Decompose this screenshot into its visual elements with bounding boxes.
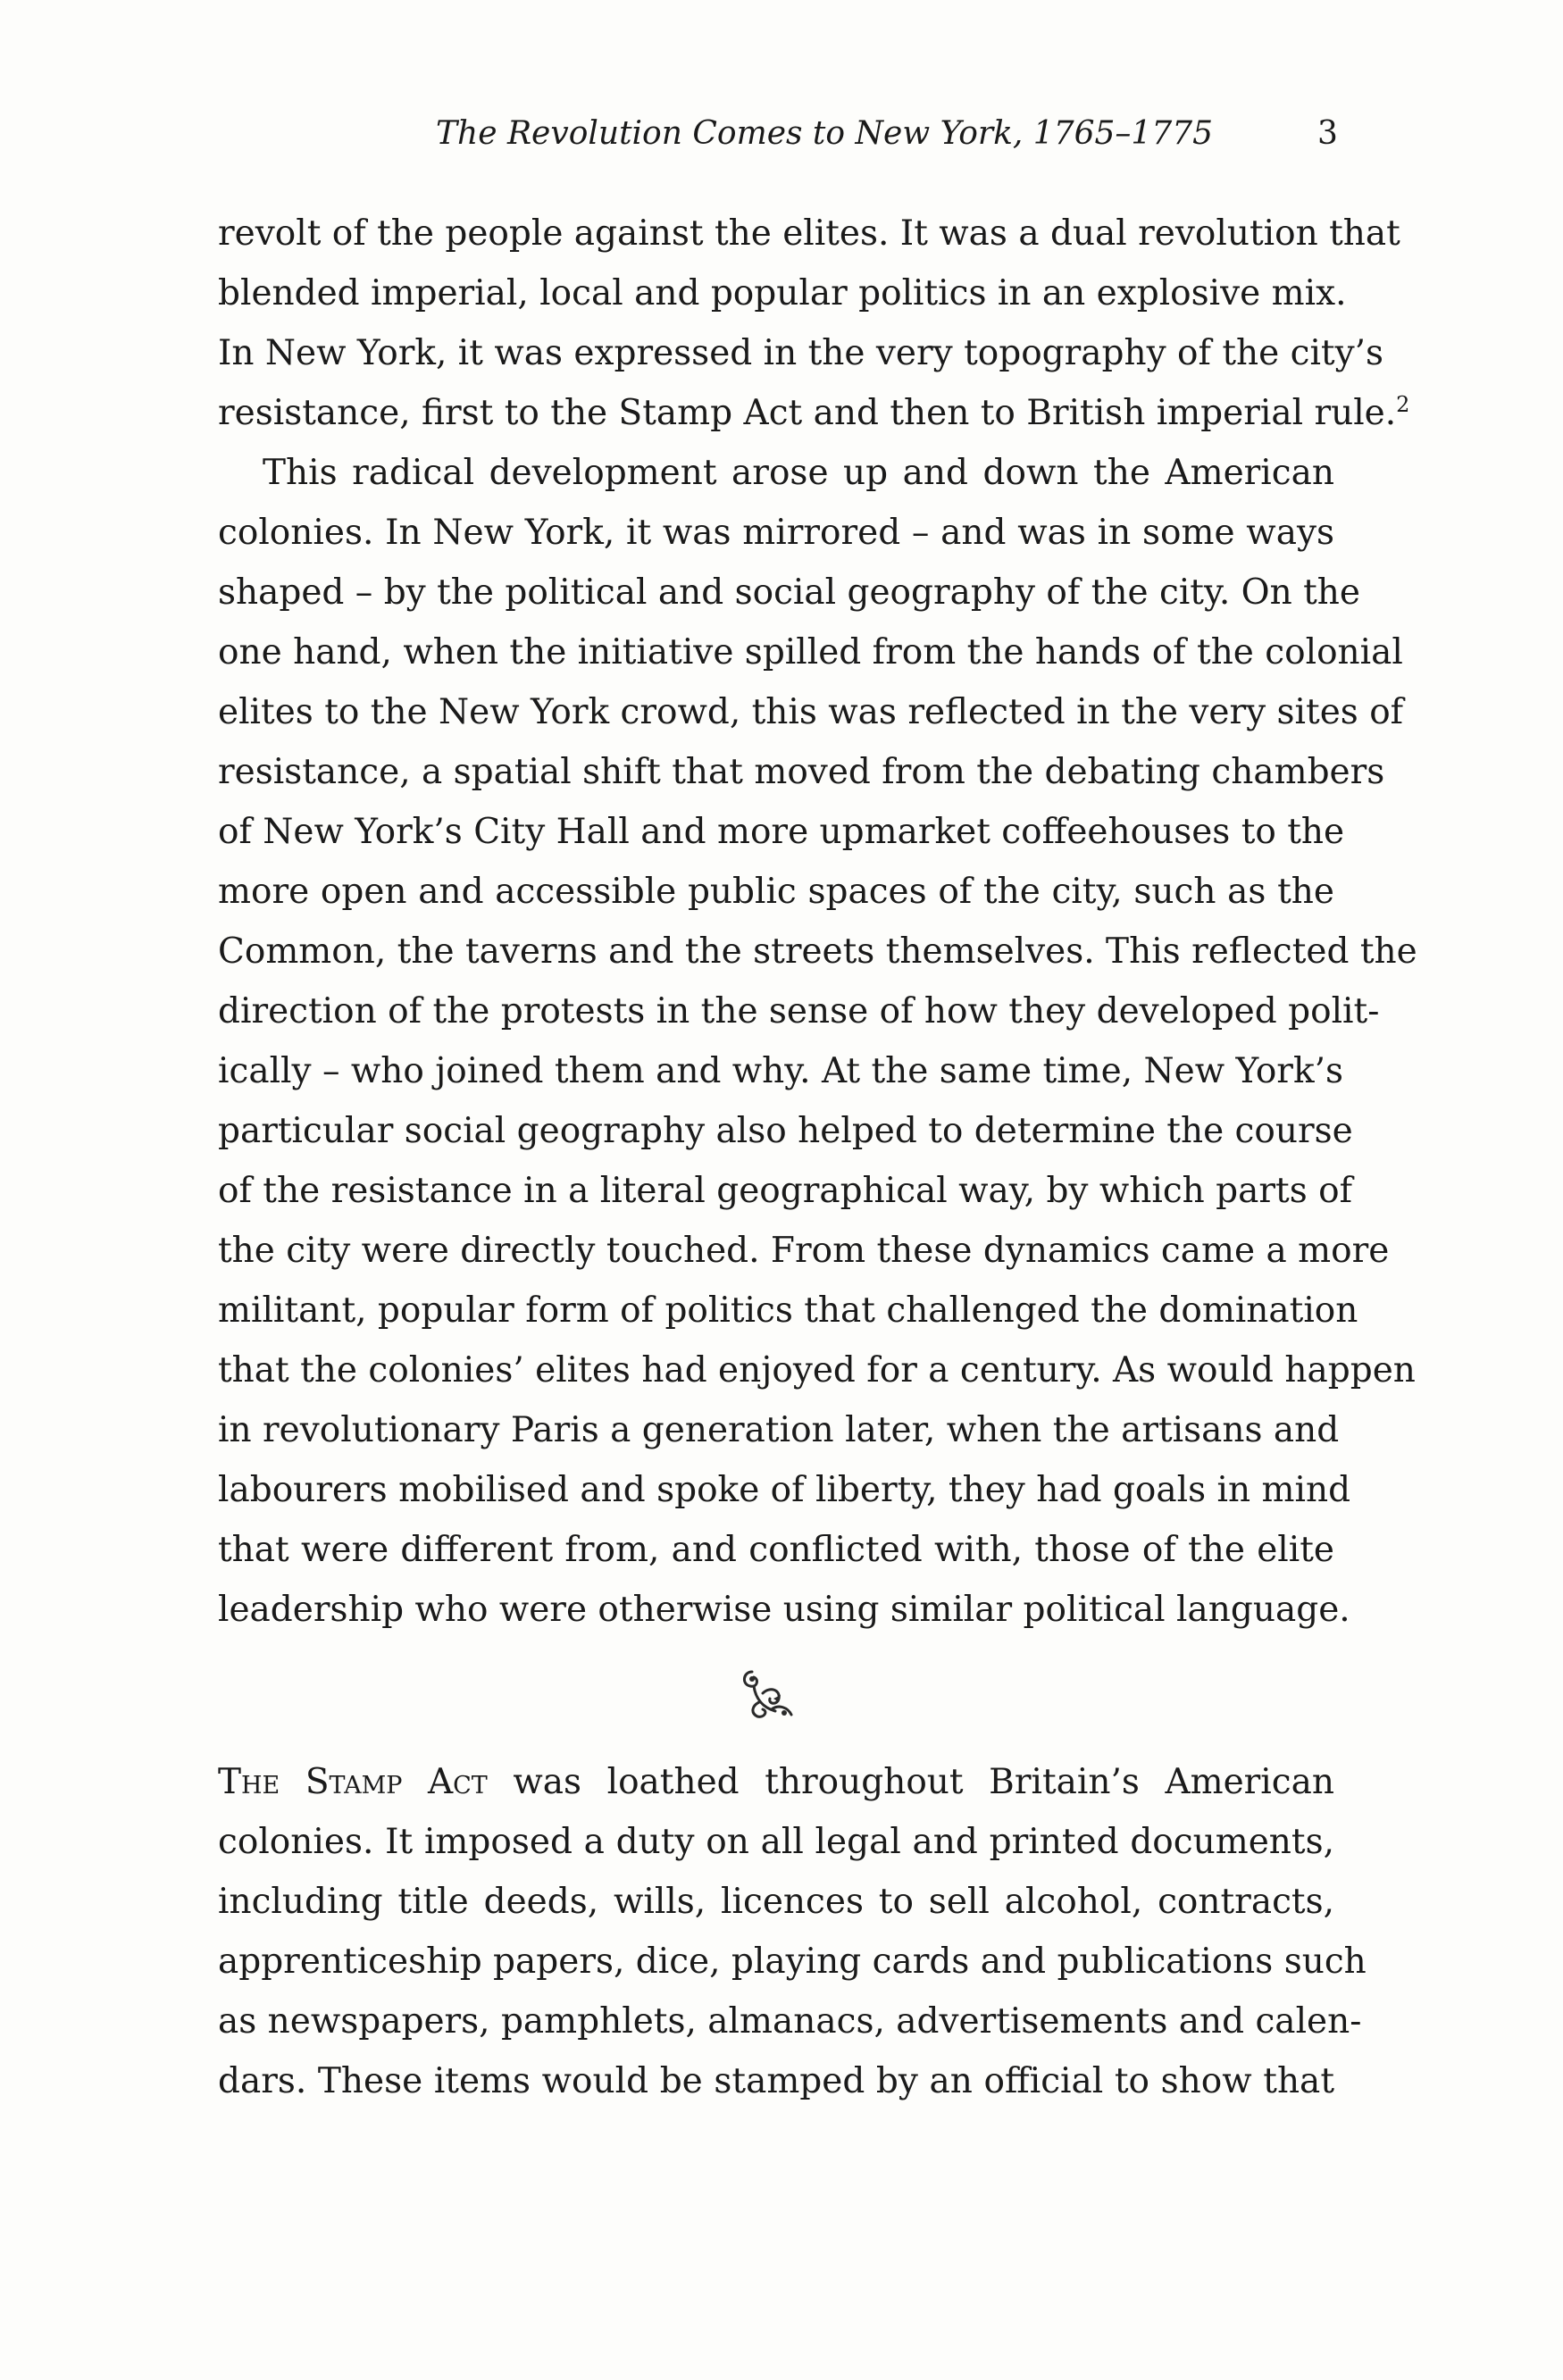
text-line: of the resistance in a literal geographical way, by which parts of	[218, 1171, 1353, 1211]
text-line: revolt of the people against the elites. It was a dual revolution that	[218, 213, 1400, 254]
text-line	[218, 1752, 1334, 1812]
text-line: Common, the taverns and the streets themselves. This reflected the	[218, 931, 1417, 972]
text-line: labourers mobilised and spoke of liberty, they had goals in mind	[218, 1470, 1351, 1510]
text-line-content: was loathed throughout Britain’s American	[487, 1762, 1334, 1802]
text-line: as newspapers, pamphlets, almanacs, advertisements and calen-	[218, 2001, 1362, 2042]
text-line: This radical development arose up and down the American	[263, 453, 1334, 493]
text-line: more open and accessible public spaces of the city, such as the	[218, 872, 1334, 912]
text-line: shaped – by the political and social geography of the city. On the	[218, 572, 1360, 613]
text-line: particular social geography also helped to determine the course	[218, 1111, 1353, 1151]
text-line: blended imperial, local and popular politics in an explosive mix.	[218, 273, 1347, 313]
footnote-reference: 2	[1396, 392, 1410, 417]
text-line: including title deeds, wills, licences to sell alcohol, contracts,	[218, 1882, 1334, 1922]
paragraph-stamp-act	[218, 1752, 1367, 2111]
text-line: that were different from, and conflicted with, those of the elite	[218, 1530, 1334, 1570]
text-line: the city were directly touched. From these dynamics came a more	[218, 1231, 1390, 1271]
text-line: colonies. It imposed a duty on all legal and printed documents,	[218, 1822, 1334, 1862]
text-line: ically – who joined them and why. At the same time, New York’s	[218, 1051, 1343, 1091]
text-line: elites to the New York crowd, this was reflected in the very sites of	[218, 692, 1404, 732]
text-line: In New York, it was expressed in the very topography of the city’s	[218, 333, 1384, 373]
paragraph-radical-development	[218, 443, 1417, 1640]
text-line: resistance, a spatial shift that moved from the debating chambers	[218, 752, 1385, 792]
text-line: militant, popular form of politics that challenged the domination	[218, 1290, 1358, 1331]
paragraph-continuation	[218, 204, 1410, 443]
text-line: direction of the protests in the sense of how they developed polit-	[218, 991, 1380, 1031]
text-line: apprenticeship papers, dice, playing cards and publications such	[218, 1942, 1367, 1982]
text-line: dars. These items would be stamped by an official to show that	[218, 2061, 1334, 2101]
running-title: The Revolution Comes to New York, 1765–1775	[436, 115, 1214, 152]
text-line: of New York’s City Hall and more upmarket coffeehouses to the	[218, 812, 1345, 852]
text-line	[218, 383, 1410, 443]
text-line: in revolutionary Paris a generation later, when the artisans and	[218, 1410, 1340, 1450]
fleuron-ornament-icon	[732, 1659, 804, 1731]
section-lead-in: The Stamp Act	[218, 1762, 488, 1802]
page-header	[0, 109, 1563, 159]
text-line: leadership who were otherwise using similar political language.	[218, 1590, 1350, 1630]
text-line: that the colonies’ elites had enjoyed for a century. As would happen	[218, 1350, 1416, 1390]
page-number: 3	[1317, 115, 1338, 152]
text-line-content: resistance, first to the Stamp Act and then to British imperial rule.	[218, 393, 1397, 433]
text-line: colonies. In New York, it was mirrored – and was in some ways	[218, 513, 1334, 553]
text-line: one hand, when the initiative spilled from the hands of the colonial	[218, 632, 1403, 672]
